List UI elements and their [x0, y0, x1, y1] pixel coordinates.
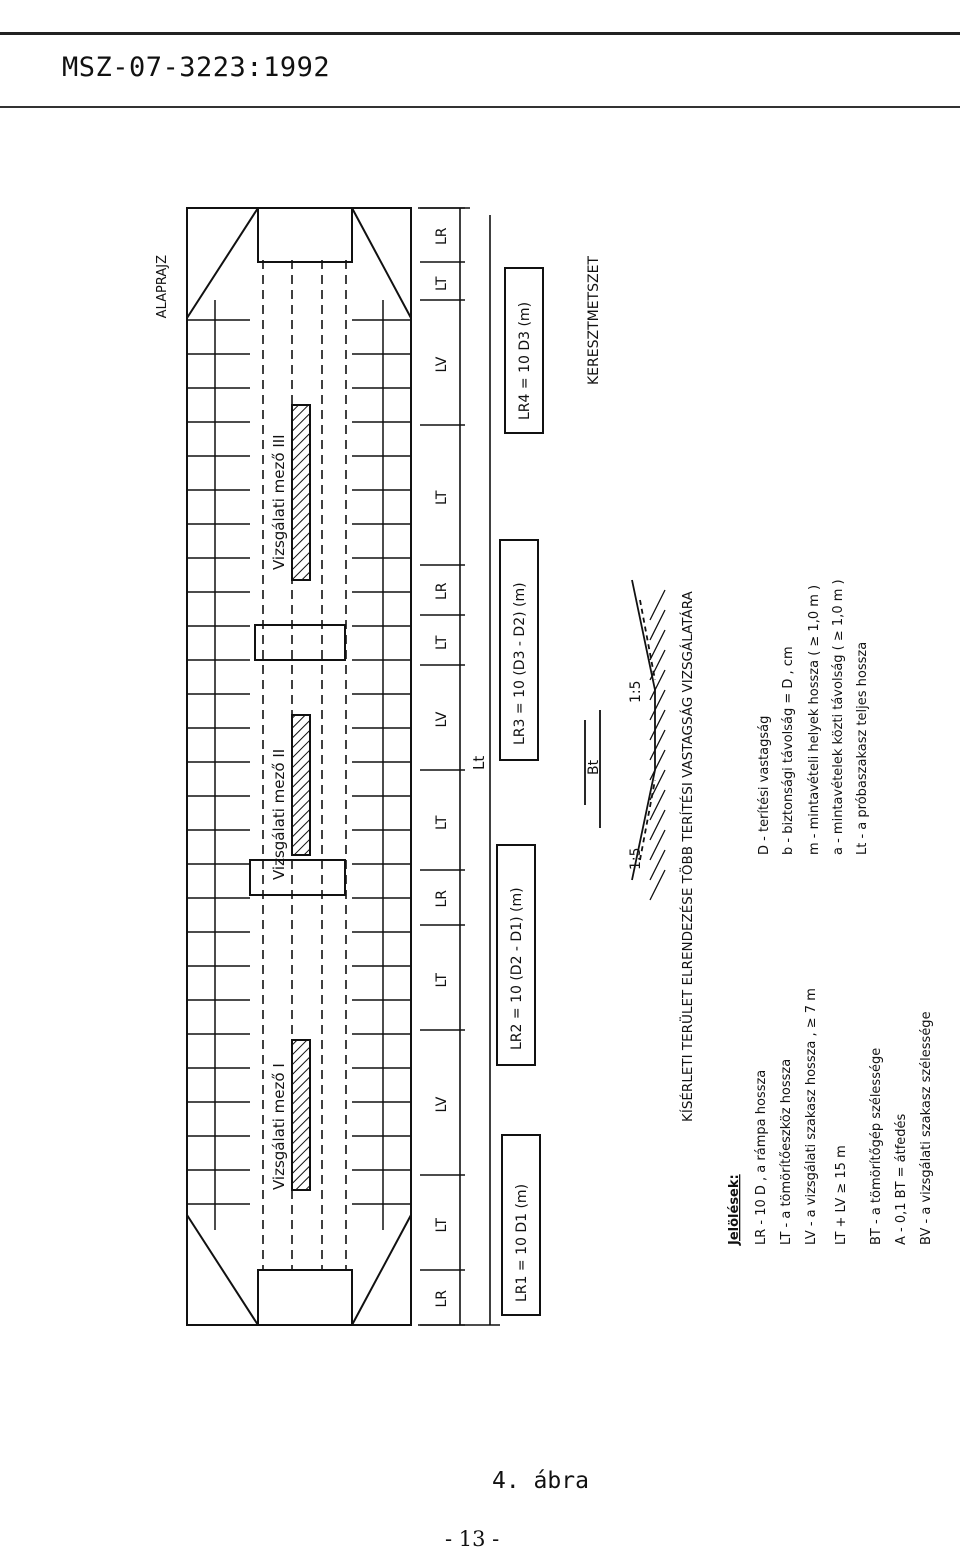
segment-label: LT: [434, 1218, 450, 1233]
segment-label: LV: [434, 1096, 450, 1113]
segment-label: LR: [434, 1289, 450, 1308]
plan-view: [187, 208, 411, 1325]
notation-item-3: a - mintavételek közti távolság ( ≥ 1,0 m ): [831, 579, 846, 855]
notation-item-0: D - terítési vastagság: [757, 715, 772, 855]
ramp-box-3: LR3 = 10 (D3 - D2) (m): [512, 582, 528, 745]
ramp-box-4: LR4 = 10 D3 (m): [517, 301, 533, 420]
field-label-3: Vizsgálati mező III: [270, 434, 288, 570]
standard-code: MSZ-07-3223:1992: [62, 52, 331, 83]
legend-title: Jelölések:: [727, 1174, 742, 1245]
legend-item-3: LT + LV ≥ 15 m: [834, 1145, 849, 1245]
segment-label: LT: [434, 973, 450, 988]
notation-item-2: m - mintavételi helyek hossza ( ≥ 1,0 m ): [807, 584, 822, 855]
segment-label: LT: [434, 276, 450, 291]
legend-list: [727, 988, 934, 1246]
segment-label: LT: [434, 635, 450, 650]
plan-title: ALAPRAJZ: [155, 255, 170, 319]
ramp-boxes: [497, 268, 543, 1315]
total-length-label: Lt: [470, 755, 488, 770]
segment-label: LV: [434, 356, 450, 373]
legend-item-0: LR - 10 D , a rámpa hossza: [754, 1069, 769, 1245]
legend-item-4: BT - a tömörítőgép szélessége: [869, 1047, 884, 1245]
legend-item-6: BV - a vizsgálati szakasz szélessége: [919, 1011, 934, 1245]
ramp-box-1: LR1 = 10 D1 (m): [514, 1183, 530, 1302]
legend-item-5: A - 0,1 BT = átfedés: [894, 1113, 909, 1245]
segment-label: LT: [434, 490, 450, 505]
field-label-1: Vizsgálati mező I: [270, 1063, 288, 1190]
segment-label: LT: [434, 815, 450, 830]
notation-item-4: Lt - a próbaszakasz teljes hossza: [855, 641, 870, 855]
section-slope-left: 1:5: [628, 847, 644, 870]
section-caption: KÍSÉRLETI TERÜLET ELRENDEZÉSE TÖBB TERÍTÉSI VASTAGSÁG VIZSGÁLATÁRA: [680, 591, 696, 1122]
legend-item-2: LV - a vizsgálati szakasz hossza , ≥ 7 m: [804, 988, 819, 1245]
legend-item-1: LT - a tömörítőeszköz hossza: [779, 1058, 794, 1245]
notation-list: [757, 579, 870, 855]
section-width-label: Bt: [586, 759, 602, 775]
figure-caption: 4. ábra: [492, 1468, 589, 1494]
field-label-2: Vizsgálati mező II: [270, 748, 288, 880]
segment-label: LR: [434, 889, 450, 908]
page-number: - 13 -: [445, 1527, 500, 1551]
section-slope-right: 1:5: [628, 680, 644, 703]
cross-section: [585, 580, 665, 900]
segment-label: LV: [434, 711, 450, 728]
cross-section-title: KERESZTMETSZET: [586, 256, 602, 385]
segment-label: LR: [434, 227, 450, 245]
segment-label: LR: [434, 582, 450, 600]
ramp-box-2: LR2 = 10 (D2 - D1) (m): [509, 887, 525, 1050]
notation-item-1: b - biztonsági távolság = D , cm: [781, 646, 796, 855]
